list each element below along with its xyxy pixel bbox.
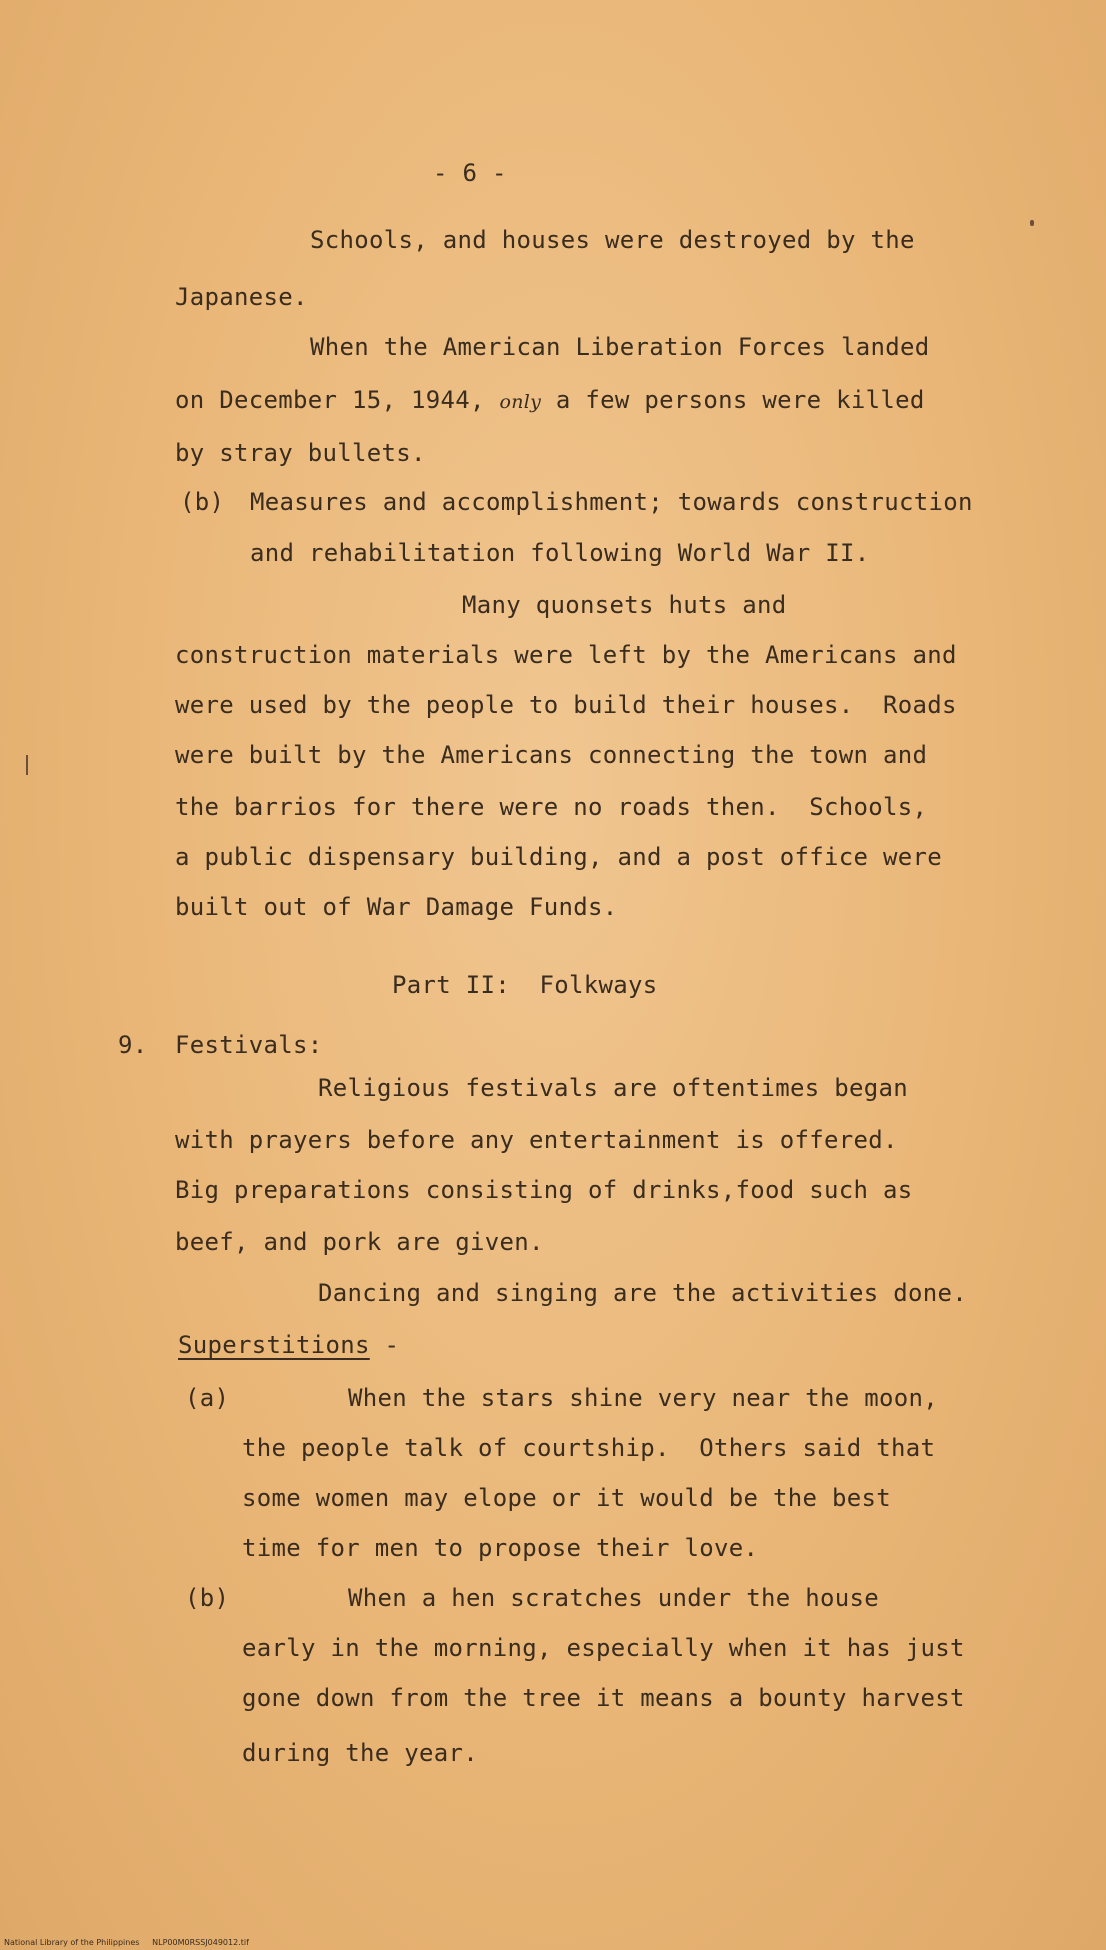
underlined-heading: Superstitions <box>178 1331 370 1359</box>
list-marker: 9. <box>118 1031 148 1059</box>
list-marker: (a) <box>185 1384 230 1412</box>
section-heading: Part II: Folkways <box>392 971 658 999</box>
speck <box>1030 220 1034 226</box>
paragraph-line: were built by the Americans connecting the town and <box>175 741 928 769</box>
subheading <box>178 1330 399 1360</box>
text-fragment: - <box>369 1331 400 1359</box>
paragraph-line: were used by the people to build their houses. Roads <box>175 691 957 719</box>
paragraph-line: When the American Liberation Forces landed <box>310 333 930 361</box>
page-number: - 6 - <box>433 159 507 187</box>
paragraph-line: built out of War Damage Funds. <box>175 893 618 921</box>
paragraph-line: the barrios for there were no roads then. Schools, <box>175 793 928 821</box>
handwritten-insertion: only <box>499 391 542 413</box>
paragraph-line: and rehabilitation following World War II. <box>250 539 870 567</box>
paragraph-line: When the stars shine very near the moon, <box>348 1384 938 1412</box>
paragraph-line: Religious festivals are oftentimes began <box>318 1074 908 1102</box>
margin-mark <box>26 755 28 775</box>
paragraph-line: the people talk of courtship. Others said that <box>242 1434 936 1462</box>
paragraph-line: Japanese. <box>175 283 308 311</box>
paragraph-line: construction materials were left by the Americans and <box>175 641 957 669</box>
paragraph-line: beef, and pork are given. <box>175 1228 544 1256</box>
paragraph-line: Big preparations consisting of drinks,food such as <box>175 1176 913 1204</box>
subheading: Festivals: <box>175 1031 323 1059</box>
paragraph-line: gone down from the tree it means a bounty harvest <box>242 1684 965 1712</box>
paragraph-line: early in the morning, especially when it has just <box>242 1634 965 1662</box>
paragraph-line <box>175 385 925 417</box>
paragraph-line: Schools, and houses were destroyed by the <box>310 226 915 254</box>
paragraph-line: with prayers before any entertainment is offered. <box>175 1126 898 1154</box>
scan-footer: National Library of the Philippines NLP00M0RSSJ049012.tif <box>4 1938 249 1947</box>
list-marker: (b) <box>185 1584 230 1612</box>
paragraph-line: When a hen scratches under the house <box>348 1584 879 1612</box>
text-fragment: on December 15, 1944, <box>175 386 500 414</box>
paragraph-line: Measures and accomplishment; towards construction <box>250 488 973 516</box>
paragraph-line: a public dispensary building, and a post office were <box>175 843 942 871</box>
text-fragment: a few persons were killed <box>541 386 925 414</box>
paragraph-line: Dancing and singing are the activities done. <box>318 1279 967 1307</box>
paragraph-line: during the year. <box>242 1739 478 1767</box>
paragraph-line: Many quonsets huts and <box>462 591 787 619</box>
list-marker: (b) <box>180 488 225 516</box>
paragraph-line: some women may elope or it would be the best <box>242 1484 891 1512</box>
paragraph-line: time for men to propose their love. <box>242 1534 759 1562</box>
paragraph-line: by stray bullets. <box>175 439 426 467</box>
